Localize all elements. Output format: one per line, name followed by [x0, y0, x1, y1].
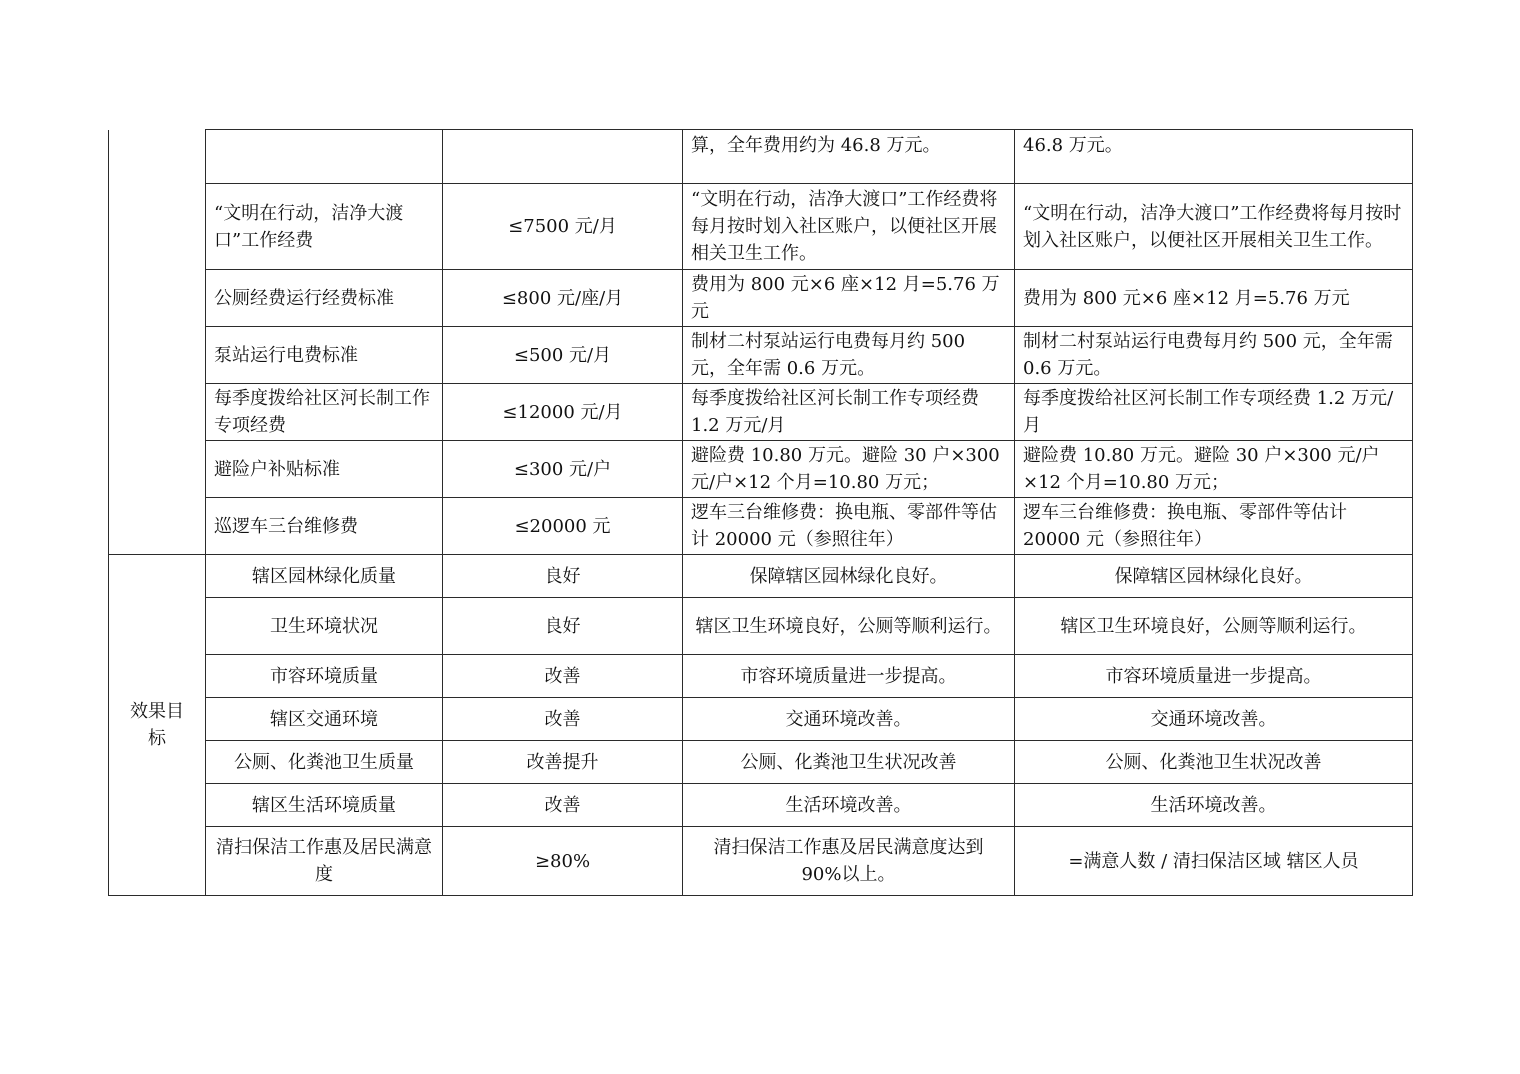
standard-cell: ≤300 元/户 — [443, 441, 683, 498]
table-row — [109, 784, 1413, 827]
actual-cell: 生活环境改善。 — [1015, 784, 1413, 827]
indicator-cell: 市容环境质量 — [206, 655, 443, 698]
plan-cell: 清扫保洁工作惠及居民满意度达到 90%以上。 — [683, 827, 1015, 896]
plan-cell: 辖区卫生环境良好，公厕等顺利运行。 — [683, 598, 1015, 655]
plan-cell: 市容环境质量进一步提高。 — [683, 655, 1015, 698]
indicator-cell: 清扫保洁工作惠及居民满意度 — [206, 827, 443, 896]
table-row — [109, 270, 1413, 327]
actual-cell: 费用为 800 元×6 座×12 月=5.76 万元 — [1015, 270, 1413, 327]
indicator-cell: 避险户补贴标准 — [206, 441, 443, 498]
table-row — [109, 827, 1413, 896]
actual-cell: 制材二村泵站运行电费每月约 500 元，全年需 0.6 万元。 — [1015, 327, 1413, 384]
plan-cell: 算，全年费用约为 46.8 万元。 — [683, 130, 1015, 184]
table-row — [109, 184, 1413, 270]
plan-cell: 保障辖区园林绿化良好。 — [683, 555, 1015, 598]
actual-cell: 公厕、化粪池卫生状况改善 — [1015, 741, 1413, 784]
standard-cell: 改善提升 — [443, 741, 683, 784]
plan-cell: 公厕、化粪池卫生状况改善 — [683, 741, 1015, 784]
plan-cell: “文明在行动，洁净大渡口”工作经费将每月按时划入社区账户，以便社区开展相关卫生工作。 — [683, 184, 1015, 270]
actual-cell: 交通环境改善。 — [1015, 698, 1413, 741]
standard-cell: 良好 — [443, 555, 683, 598]
standard-cell — [443, 130, 683, 184]
standard-cell: 改善 — [443, 698, 683, 741]
actual-cell: 市容环境质量进一步提高。 — [1015, 655, 1413, 698]
standard-cell: ≤800 元/座/月 — [443, 270, 683, 327]
actual-cell: 辖区卫生环境良好，公厕等顺利运行。 — [1015, 598, 1413, 655]
actual-cell: 46.8 万元。 — [1015, 130, 1413, 184]
standard-cell: ≤12000 元/月 — [443, 384, 683, 441]
standard-cell: 良好 — [443, 598, 683, 655]
actual-cell: 逻车三台维修费：换电瓶、零部件等估计 20000 元（参照往年） — [1015, 498, 1413, 555]
indicator-cell: 辖区生活环境质量 — [206, 784, 443, 827]
indicator-cell: 辖区园林绿化质量 — [206, 555, 443, 598]
indicator-cell: 公厕、化粪池卫生质量 — [206, 741, 443, 784]
actual-cell: 保障辖区园林绿化良好。 — [1015, 555, 1413, 598]
table-row — [109, 555, 1413, 598]
plan-cell: 每季度拨给社区河长制工作专项经费 1.2 万元/月 — [683, 384, 1015, 441]
table-row — [109, 698, 1413, 741]
category-cell-effect-target: 效果目标 — [109, 555, 206, 896]
indicator-cell — [206, 130, 443, 184]
plan-cell: 制材二村泵站运行电费每月约 500 元，全年需 0.6 万元。 — [683, 327, 1015, 384]
category-cell-continued — [109, 130, 206, 555]
actual-cell: =满意人数 / 清扫保洁区域 辖区人员 — [1015, 827, 1413, 896]
standard-cell: ≤500 元/月 — [443, 327, 683, 384]
table-row — [109, 130, 1413, 184]
performance-target-table — [108, 129, 1413, 896]
indicator-cell: 辖区交通环境 — [206, 698, 443, 741]
plan-cell: 生活环境改善。 — [683, 784, 1015, 827]
plan-cell: 逻车三台维修费：换电瓶、零部件等估计 20000 元（参照往年） — [683, 498, 1015, 555]
plan-cell: 交通环境改善。 — [683, 698, 1015, 741]
table-row — [109, 498, 1413, 555]
indicator-cell: 泵站运行电费标准 — [206, 327, 443, 384]
indicator-cell: 公厕经费运行经费标准 — [206, 270, 443, 327]
table-row — [109, 655, 1413, 698]
indicator-cell: 卫生环境状况 — [206, 598, 443, 655]
table-row — [109, 598, 1413, 655]
actual-cell: 避险费 10.80 万元。避险 30 户×300 元/户×12 个月=10.80 万元； — [1015, 441, 1413, 498]
indicator-cell: 巡逻车三台维修费 — [206, 498, 443, 555]
plan-cell: 避险费 10.80 万元。避险 30 户×300 元/户×12 个月=10.80 万元； — [683, 441, 1015, 498]
standard-cell: ≥80% — [443, 827, 683, 896]
table-row — [109, 327, 1413, 384]
actual-cell: “文明在行动，洁净大渡口”工作经费将每月按时划入社区账户，以便社区开展相关卫生工作。 — [1015, 184, 1413, 270]
indicator-cell: 每季度拨给社区河长制工作专项经费 — [206, 384, 443, 441]
standard-cell: 改善 — [443, 655, 683, 698]
table-row — [109, 741, 1413, 784]
standard-cell: ≤20000 元 — [443, 498, 683, 555]
actual-cell: 每季度拨给社区河长制工作专项经费 1.2 万元/月 — [1015, 384, 1413, 441]
table-row — [109, 441, 1413, 498]
table-row — [109, 384, 1413, 441]
standard-cell: ≤7500 元/月 — [443, 184, 683, 270]
standard-cell: 改善 — [443, 784, 683, 827]
plan-cell: 费用为 800 元×6 座×12 月=5.76 万元 — [683, 270, 1015, 327]
indicator-cell: “文明在行动，洁净大渡口”工作经费 — [206, 184, 443, 270]
